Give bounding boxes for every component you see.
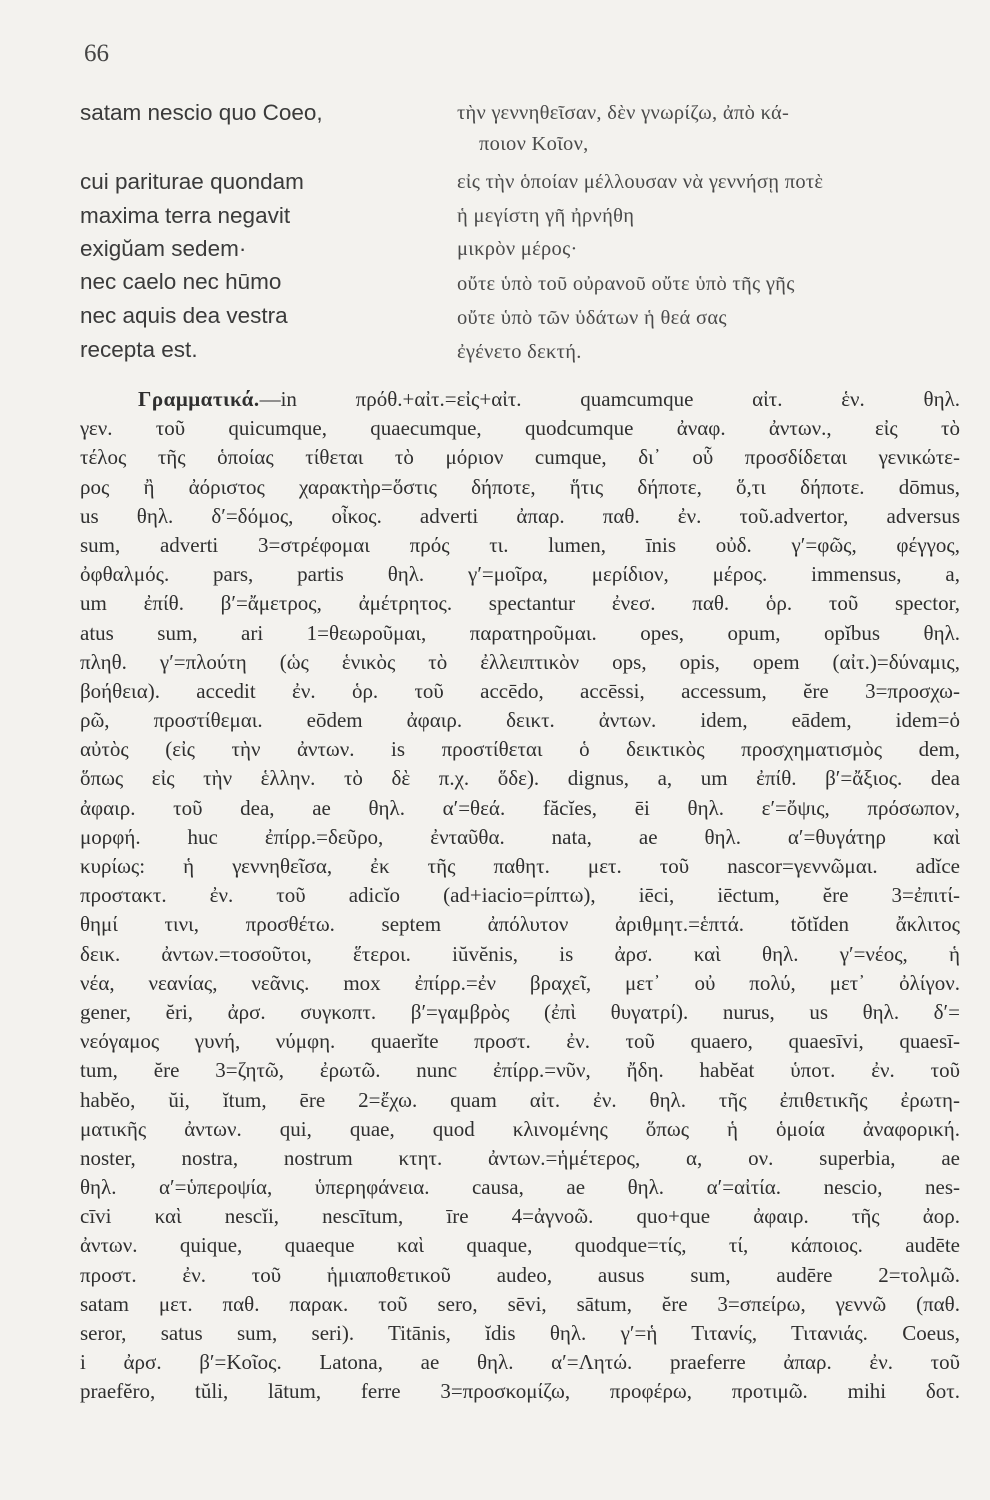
notes-line: νέα, νεανίας, νεᾶνις. mox ἐπίρρ.=ἐν βραχεῖ, μετ᾽ οὐ πολύ, μετ᾽ ὀλίγον. xyxy=(80,970,960,995)
latin-line: cui pariturae quondam xyxy=(80,169,304,194)
notes-line: θημί τινι, προσθέτω. septem ἀπόλυτον ἀριθμητ.=ἑπτά. tŏtĭden ἄκλιτος xyxy=(80,912,960,937)
notes-line: προστακτ. ἐν. τοῦ adicĭo (ad+iacio=ρίπτω), iēci, iēctum, ĕre 3=ἐπιτί- xyxy=(80,883,960,908)
notes-line: ρῶ, προστίθεμαι. eōdem ἀφαιρ. δεικτ. ἀντων. idem, eādem, idem=ὁ xyxy=(80,708,960,733)
notes-line: um ἐπίθ. β′=ἄμετρος, ἀμέτρητος. spectantur ἐνεσ. παθ. ὁρ. τοῦ spector, xyxy=(80,591,960,616)
notes-line: ὀφθαλμός. pars, partis θηλ. γ′=μοῖρα, μερίδιον, μέρος. immensus, a, xyxy=(80,562,960,587)
latin-line: nec caelo nec hūmo xyxy=(80,269,282,294)
greek-line: ἡ μεγίστη γῆ ἠρνήθη xyxy=(457,205,635,227)
page-number: 66 xyxy=(84,40,109,67)
greek-line: ἐγένετο δεκτή. xyxy=(457,341,582,363)
latin-line: satam nescio quo Coeo, xyxy=(80,100,323,125)
notes-line: tum, ĕre 3=ζητῶ, ἐρωτῶ. nunc ἐπίρρ.=νῦν, ἤδη. habĕat ὑποτ. ἐν. τοῦ xyxy=(80,1058,960,1083)
greek-line: τὴν γεννηθεῖσαν, δὲν γνωρίζω, ἀπὸ κά- xyxy=(457,102,790,124)
notes-line: μορφή. huc ἐπίρρ.=δεῦρο, ἐνταῦθα. nata, ae θηλ. α′=θυγάτηρ καὶ xyxy=(80,824,960,849)
notes-line: ἀντων. quique, quaeque καὶ quaque, quodque=τίς, τί, κάποιος. audēte xyxy=(80,1233,960,1258)
notes-line: cīvi καὶ nescĭi, nescītum, īre 4=ἀγνοῶ. quo+que ἀφαιρ. τῆς ἀορ. xyxy=(80,1204,960,1229)
notes-line: αὐτὸς (εἰς τὴν ἀντων. is προστίθεται ὁ δεικτικὸς προσχηματισμὸς dem, xyxy=(80,737,960,762)
notes-line: ἀφαιρ. τοῦ dea, ae θηλ. α′=θεά. făcĭes, ēi θηλ. ε′=ὄψις, πρόσωπον, xyxy=(80,795,960,820)
notes-line: δεικ. ἀντων.=τοσοῦτοι, ἕτεροι. iŭvĕnis, is ἀρσ. καὶ θηλ. γ′=νέος, ἡ xyxy=(80,941,960,966)
notes-line: θηλ. α′=ὑπεροψία, ὑπερηφάνεια. causa, ae θηλ. α′=αἰτία. nescio, nes- xyxy=(80,1175,960,1200)
notes-line: γεν. τοῦ quicumque, quaecumque, quodcumque ἀναφ. ἀντων., εἰς τὸ xyxy=(80,416,960,441)
latin-line: maxima terra negavit xyxy=(80,203,291,228)
notes-line: προστ. ἐν. τοῦ ἡμιαποθετικοῦ audeo, ausus sum, audēre 2=τολμῶ. xyxy=(80,1262,960,1287)
grammar-notes xyxy=(80,385,960,1407)
notes-line: satam μετ. παθ. παρακ. τοῦ sero, sēvi, sātum, ĕre 3=σπείρω, γεννῶ (παθ. xyxy=(80,1291,960,1316)
notes-heading: Γραμματικά. xyxy=(138,387,260,411)
notes-line: ματικῆς ἀντων. qui, quae, quod κλινομένης ὅπως ἡ ὁμοία ἀναφορική. xyxy=(80,1116,960,1141)
notes-line: sum, adverti 3=στρέφομαι πρός τι. lumen, īnis οὐδ. γ′=φῶς, φέγγος, xyxy=(80,532,960,557)
latin-line: nec aquis dea vestra xyxy=(80,303,288,328)
greek-line: ποιον Κοῖον, xyxy=(479,133,589,155)
notes-line: πληθ. γ′=πλούτη (ὡς ἑνικὸς τὸ ἐλλειπτικὸν ops, opis, opem (αἰτ.)=δύναμις, xyxy=(80,649,960,674)
notes-line: us θηλ. δ′=δόμος, οἶκος. adverti ἀπαρ. παθ. ἐν. τοῦ.advertor, adversus xyxy=(80,503,960,528)
notes-line: atus sum, ari 1=θεωροῦμαι, παρατηροῦμαι. opes, opum, opĭbus θηλ. xyxy=(80,620,960,645)
greek-line: εἰς τὴν ὁποίαν μέλλουσαν νὰ γεννήσῃ ποτὲ xyxy=(457,171,824,193)
notes-line: praefĕro, tŭli, lātum, ferre 3=προσκομίζω, προφέρω, προτιμῶ. mihi δοτ. xyxy=(80,1379,960,1404)
notes-line: gener, ĕri, ἀρσ. συγκοπτ. β′=γαμβρὸς (ἐπὶ θυγατρί). nurus, us θηλ. δ′= xyxy=(80,999,960,1024)
notes-heading-rest: —in πρόθ.+αἰτ.=εἰς+αἰτ. quamcumque αἰτ. ἑν. θηλ. xyxy=(259,387,960,411)
greek-line: οὔτε ὑπὸ τῶν ὑδάτων ἡ θεά σας xyxy=(457,307,727,329)
notes-line: νεόγαμος γυνή, νύμφη. quaerĭte προστ. ἐν. τοῦ quaero, quaesīvi, quaesī- xyxy=(80,1029,960,1054)
greek-line: οὔτε ὑπὸ τοῦ οὐρανοῦ οὔτε ὑπὸ τῆς γῆς xyxy=(457,273,795,295)
notes-line: i ἀρσ. β′=Κοῖος. Latona, ae θηλ. α′=Λητώ. praeferre ἀπαρ. ἐν. τοῦ xyxy=(80,1350,960,1375)
notes-line xyxy=(80,385,960,414)
notes-line: τέλος τῆς ὁποίας τίθεται τὸ μόριον cumque, δι᾽ οὗ προσδίδεται γενικώτε- xyxy=(80,445,960,470)
notes-line: βοήθεια). accedit ἐν. ὁρ. τοῦ accēdo, accēssi, accessum, ĕre 3=προσχω- xyxy=(80,678,960,703)
latin-line: recepta est. xyxy=(80,337,198,362)
parallel-text xyxy=(80,100,960,370)
notes-line: habĕo, ŭi, ĭtum, ēre 2=ἔχω. quam αἰτ. ἐν. θηλ. τῆς ἐπιθετικῆς ἐρωτη- xyxy=(80,1087,960,1112)
notes-line: ρος ἢ ἀόριστος χαρακτὴρ=ὅστις δήποτε, ἥτις δήποτε, ὅ,τι δήποτε. dōmus, xyxy=(80,474,960,499)
greek-line: μικρὸν μέρος· xyxy=(457,238,578,260)
notes-line: κυρίως: ἡ γεννηθεῖσα, ἐκ τῆς παθητ. μετ. τοῦ nascor=γεννῶμαι. adĭce xyxy=(80,854,960,878)
latin-line: exigŭam sedem· xyxy=(80,236,247,261)
notes-line: noster, nostra, nostrum κτητ. ἀντων.=ἡμέτερος, α, ον. superbia, ae xyxy=(80,1145,960,1170)
notes-line: seror, satus sum, seri). Titānis, ĭdis θηλ. γ′=ἡ Τιτανίς, Τιτανιάς. Coeus, xyxy=(80,1321,960,1345)
notes-line: ὅπως εἰς τὴν ἑλλην. τὸ δὲ π.χ. ὅδε). dignus, a, um ἐπίθ. β′=ἄξιος. dea xyxy=(80,766,960,791)
